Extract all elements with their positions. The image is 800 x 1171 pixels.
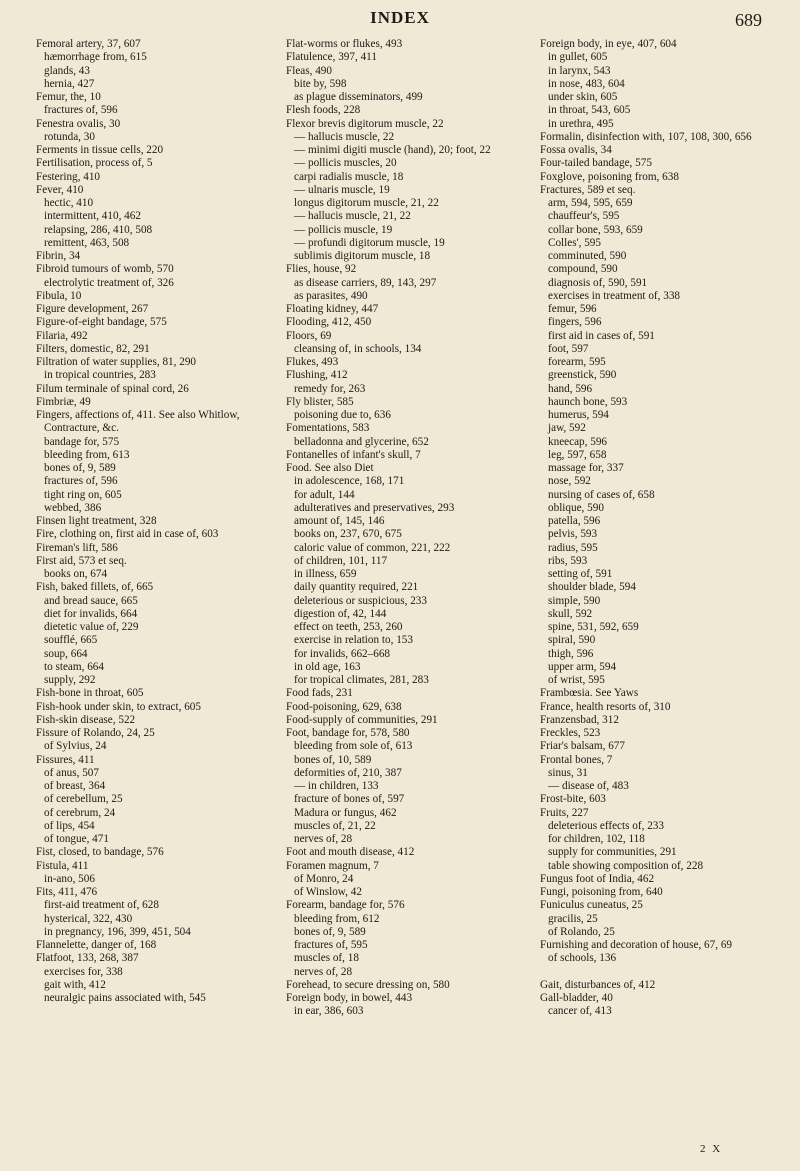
index-subentry: bones of, 9, 589 xyxy=(294,925,366,938)
index-entry: Filaria, 492 xyxy=(36,329,88,342)
index-entry: Fissure of Rolando, 24, 25 xyxy=(36,727,155,739)
index-subentry: of Sylvius, 24 xyxy=(44,740,107,753)
index-subentry: greenstick, 590 xyxy=(548,369,617,382)
index-subentry: amount of, 145, 146 xyxy=(294,515,385,527)
index-entry: Forehead, to secure dressing on, 580 xyxy=(286,978,450,991)
index-subentry: longus digitorum muscle, 21, 22 xyxy=(294,197,439,209)
index-subentry: bones of, 10, 589 xyxy=(294,753,372,766)
index-entry: Flooding, 412, 450 xyxy=(286,316,372,329)
index-subentry: bandage for, 575 xyxy=(44,435,120,448)
index-subentry: in illness, 659 xyxy=(294,568,357,580)
index-subentry: relapsing, 286, 410, 508 xyxy=(44,223,153,236)
index-subentry: rotunda, 30 xyxy=(44,130,95,143)
index-subentry: setting of, 591 xyxy=(548,568,613,580)
index-subentry: bleeding from sole of, 613 xyxy=(294,740,413,753)
index-subentry: gait with, 412 xyxy=(44,978,106,991)
index-entry: Foot, bandage for, 578, 580 xyxy=(286,727,410,739)
index-entry: Filtration of water supplies, 81, 290 xyxy=(36,356,197,368)
page-title: INDEX xyxy=(370,8,430,27)
index-subentry: of breast, 364 xyxy=(44,780,106,792)
index-subentry: compound, 590 xyxy=(548,263,618,276)
index-subentry: fingers, 596 xyxy=(548,316,602,329)
index-entry: Flexor brevis digitorum muscle, 22 xyxy=(286,117,444,130)
index-subentry: hæmorrhage from, 615 xyxy=(44,51,147,64)
index-subentry: muscles of, 21, 22 xyxy=(294,819,376,832)
index-subentry: kneecap, 596 xyxy=(548,435,608,448)
index-subentry: hernia, 427 xyxy=(44,77,95,90)
index-entry: Femur, the, 10 xyxy=(36,91,101,103)
index-entry: Fly blister, 585 xyxy=(286,395,354,408)
index-subentry: of Winslow, 42 xyxy=(294,886,362,898)
index-subentry: of schools, 136 xyxy=(548,952,617,965)
index-entry: Fertilisation, process of, 5 xyxy=(36,157,153,170)
index-subentry: electrolytic treatment of, 326 xyxy=(44,276,174,289)
index-entry: Fractures, 589 et seq. xyxy=(540,183,636,196)
index-subentry: pelvis, 593 xyxy=(548,528,598,541)
index-column-2 xyxy=(286,38,526,1019)
index-entry: Flushing, 412 xyxy=(286,369,348,382)
index-entry: Fish-bone in throat, 605 xyxy=(36,687,144,700)
index-entry: Fimbriæ, 49 xyxy=(36,395,91,408)
index-subentry: of Rolando, 25 xyxy=(548,925,615,938)
index-subentry: cancer of, 413 xyxy=(548,1005,612,1017)
index-entry: Floating kidney, 447 xyxy=(286,303,379,315)
index-subentry: as disease carriers, 89, 143, 297 xyxy=(294,276,437,289)
index-subentry: soufflé, 665 xyxy=(44,634,98,647)
index-entry: Fungus foot of India, 462 xyxy=(540,872,655,885)
index-subentry: femur, 596 xyxy=(548,303,597,315)
index-entry: Fruits, 227 xyxy=(540,806,589,819)
index-subentry: comminuted, 590 xyxy=(548,250,627,262)
index-subentry: of tongue, 471 xyxy=(44,833,109,845)
index-subentry: massage for, 337 xyxy=(548,462,624,474)
index-subentry: — minimi digiti muscle (hand), 20; foot, 22 xyxy=(294,144,491,156)
index-entry: Franzensbad, 312 xyxy=(540,713,619,726)
index-entry: Frontal bones, 7 xyxy=(540,753,613,766)
index-subentry: as plague disseminators, 499 xyxy=(294,91,423,103)
index-entry: Fissures, 411 xyxy=(36,753,95,766)
index-subentry: Madura or fungus, 462 xyxy=(294,806,397,819)
index-entry: Fire, clothing on, first aid in case of, 603 xyxy=(36,528,219,541)
index-entry: Gall-bladder, 40 xyxy=(540,991,613,1004)
index-subentry: for tropical climates, 281, 283 xyxy=(294,674,429,686)
index-entry: Fossa ovalis, 34 xyxy=(540,144,612,156)
index-subentry: fractures of, 595 xyxy=(294,939,368,951)
index-entry: Flesh foods, 228 xyxy=(286,104,361,117)
index-subentry: cleansing of, in schools, 134 xyxy=(294,342,422,355)
index-entry: France, health resorts of, 310 xyxy=(540,700,671,713)
index-entry: Frambœsia. See Yaws xyxy=(540,687,639,700)
index-entry: Fibroid tumours of womb, 570 xyxy=(36,263,174,276)
index-entry: Fleas, 490 xyxy=(286,64,332,77)
index-entry: Filum terminale of spinal cord, 26 xyxy=(36,382,189,395)
index-subentry: — pollicis muscle, 19 xyxy=(294,223,393,236)
index-subentry: of cerebellum, 25 xyxy=(44,793,123,806)
index-subentry: deformities of, 210, 387 xyxy=(294,766,402,779)
index-subentry: to steam, 664 xyxy=(44,660,104,673)
index-subentry: ribs, 593 xyxy=(548,554,588,567)
index-subentry: of anus, 507 xyxy=(44,766,99,779)
index-entry: Fish-hook under skin, to extract, 605 xyxy=(36,700,201,713)
index-subentry: fractures of, 596 xyxy=(44,104,118,117)
index-subentry: dietetic value of, 229 xyxy=(44,621,139,633)
index-entry: Fungi, poisoning from, 640 xyxy=(540,886,663,898)
index-subentry: books on, 237, 670, 675 xyxy=(294,528,402,541)
index-entry: Foot and mouth disease, 412 xyxy=(286,846,415,859)
index-entry: Fibula, 10 xyxy=(36,289,82,302)
signature-mark: 2 X xyxy=(700,1143,723,1155)
index-entry: Fontanelles of infant's skull, 7 xyxy=(286,448,421,461)
index-subentry: — profundi digitorum muscle, 19 xyxy=(294,236,445,249)
index-subentry: in pregnancy, 196, 399, 451, 504 xyxy=(44,925,191,938)
index-entry: Forearm, bandage for, 576 xyxy=(286,899,405,912)
index-subentry: jaw, 592 xyxy=(548,422,586,435)
index-entry: Flatfoot, 133, 268, 387 xyxy=(36,952,139,965)
index-entry: Food-supply of communities, 291 xyxy=(286,713,438,726)
index-subentry: — in children, 133 xyxy=(294,780,379,792)
index-entry: Gait, disturbances of, 412 xyxy=(540,978,656,991)
index-subentry: for children, 102, 118 xyxy=(548,833,645,845)
index-subentry: sublimis digitorum muscle, 18 xyxy=(294,250,431,262)
index-subentry: under skin, 605 xyxy=(548,91,618,103)
index-subentry: first aid in cases of, 591 xyxy=(548,329,655,342)
index-subentry: skull, 592 xyxy=(548,607,593,620)
index-entry: Foreign body, in bowel, 443 xyxy=(286,992,413,1004)
index-entry: Food-poisoning, 629, 638 xyxy=(286,700,402,713)
index-subentry: webbed, 386 xyxy=(44,501,102,514)
index-column-3 xyxy=(540,38,780,1018)
index-subentry: bones of, 9, 589 xyxy=(44,462,116,474)
index-subentry: in-ano, 506 xyxy=(44,872,95,885)
index-subentry: in adolescence, 168, 171 xyxy=(294,475,405,488)
index-subentry: nose, 592 xyxy=(548,475,591,488)
index-subentry: intermittent, 410, 462 xyxy=(44,210,141,223)
index-subentry: remedy for, 263 xyxy=(294,382,366,395)
index-entry: Flies, house, 92 xyxy=(286,263,357,276)
index-subentry: digestion of, 42, 144 xyxy=(294,607,387,620)
index-subentry: humerus, 594 xyxy=(548,409,609,421)
index-column-1 xyxy=(36,38,276,1005)
index-entry: Flat-worms or flukes, 493 xyxy=(286,38,403,50)
index-subentry: poisoning due to, 636 xyxy=(294,409,391,421)
index-entry: Fever, 410 xyxy=(36,183,84,196)
index-entry: Fomentations, 583 xyxy=(286,422,370,435)
index-entry: Filters, domestic, 82, 291 xyxy=(36,342,150,355)
index-subentry: leg, 597, 658 xyxy=(548,448,607,461)
index-subentry: — pollicis muscles, 20 xyxy=(294,157,397,170)
index-subentry: fractures of, 596 xyxy=(44,475,118,488)
index-subentry: in gullet, 605 xyxy=(548,51,608,64)
index-subentry: diet for invalids, 664 xyxy=(44,607,138,620)
index-subentry: — hallucis muscle, 21, 22 xyxy=(294,210,411,223)
index-entry: First aid, 573 et seq. xyxy=(36,554,127,567)
index-subentry: of children, 101, 117 xyxy=(294,554,388,567)
index-entry: Figure development, 267 xyxy=(36,303,149,315)
index-entry: Four-tailed bandage, 575 xyxy=(540,157,652,170)
index-subentry: nerves of, 28 xyxy=(294,833,353,845)
index-subentry: chauffeur's, 595 xyxy=(548,210,620,223)
index-subentry: bite by, 598 xyxy=(294,77,347,90)
index-subentry: glands, 43 xyxy=(44,64,90,77)
index-subentry: nursing of cases of, 658 xyxy=(548,488,655,501)
index-subentry: thigh, 596 xyxy=(548,647,594,660)
index-entry: Foreign body, in eye, 407, 604 xyxy=(540,38,677,50)
index-subentry: haunch bone, 593 xyxy=(548,395,628,408)
index-entry: Flatulence, 397, 411 xyxy=(286,51,377,64)
index-subentry: supply, 292 xyxy=(44,674,96,686)
index-entry: Flukes, 493 xyxy=(286,356,339,368)
index-entry: Fish-skin disease, 522 xyxy=(36,713,136,726)
index-subentry: spiral, 590 xyxy=(548,634,596,647)
index-subentry: collar bone, 593, 659 xyxy=(548,223,643,236)
index-subentry: and bread sauce, 665 xyxy=(44,594,138,607)
index-entry: Furnishing and decoration of house, 67, 69 xyxy=(540,939,733,951)
index-subentry: muscles of, 18 xyxy=(294,952,359,965)
index-subentry: caloric value of common, 221, 222 xyxy=(294,541,451,554)
page-header xyxy=(0,0,800,36)
index-subentry: in larynx, 543 xyxy=(548,64,611,77)
index-subentry: hectic, 410 xyxy=(44,197,94,209)
index-subentry: for invalids, 662–668 xyxy=(294,647,391,660)
index-subentry: in ear, 386, 603 xyxy=(294,1005,364,1018)
index-subentry: in tropical countries, 283 xyxy=(44,369,156,382)
index-entry: Food fads, 231 xyxy=(286,687,353,700)
index-entry: Ferments in tissue cells, 220 xyxy=(36,144,164,156)
index-subentry: of wrist, 595 xyxy=(548,674,605,686)
index-entry: Funiculus cuneatus, 25 xyxy=(540,899,643,912)
index-subentry: gracilis, 25 xyxy=(548,912,598,925)
index-subentry: exercise in relation to, 153 xyxy=(294,634,413,647)
index-subentry: upper arm, 594 xyxy=(548,660,617,673)
index-subentry: adulteratives and preservatives, 293 xyxy=(294,501,455,514)
index-entry: Fibrin, 34 xyxy=(36,250,81,262)
index-subentry: foot, 597 xyxy=(548,342,589,355)
index-entry: Foxglove, poisoning from, 638 xyxy=(540,170,679,183)
index-subentry: hand, 596 xyxy=(548,382,593,395)
index-entry: Friar's balsam, 677 xyxy=(540,740,625,753)
index-subentry: fracture of bones of, 597 xyxy=(294,793,405,806)
index-entry: Food. See also Diet xyxy=(286,462,374,474)
index-subentry: shoulder blade, 594 xyxy=(548,581,636,594)
index-subentry: arm, 594, 595, 659 xyxy=(548,197,633,209)
index-entry: Finsen light treatment, 328 xyxy=(36,515,157,527)
index-subentry: diagnosis of, 590, 591 xyxy=(548,276,648,289)
index-subentry: bleeding from, 612 xyxy=(294,912,380,925)
index-subentry: of Monro, 24 xyxy=(294,872,354,885)
index-subentry: oblique, 590 xyxy=(548,501,604,514)
index-entry: Figure-of-eight bandage, 575 xyxy=(36,316,167,329)
index-subentry: simple, 590 xyxy=(548,594,601,607)
index-subentry: in urethra, 495 xyxy=(548,117,614,130)
index-subentry: sinus, 31 xyxy=(548,766,588,779)
index-subentry: remittent, 463, 508 xyxy=(44,236,130,249)
index-subentry: carpi radialis muscle, 18 xyxy=(294,170,404,183)
index-subentry: deleterious effects of, 233 xyxy=(548,819,664,832)
index-entry: Fits, 411, 476 xyxy=(36,886,98,898)
index-subentry: table showing composition of, 228 xyxy=(548,859,704,872)
index-subentry: effect on teeth, 253, 260 xyxy=(294,621,403,633)
index-subentry: — disease of, 483 xyxy=(548,780,629,792)
index-subentry: radius, 595 xyxy=(548,541,598,554)
index-subentry: for adult, 144 xyxy=(294,488,355,501)
index-entry: Fingers, affections of, 411. See also Whitlow, Contracture, &c. xyxy=(36,409,240,435)
index-entry: Fistula, 411 xyxy=(36,859,89,872)
index-subentry: belladonna and glycerine, 652 xyxy=(294,435,429,448)
index-subentry: exercises for, 338 xyxy=(44,965,123,978)
index-entry: Fireman's lift, 586 xyxy=(36,541,118,554)
index-subentry: first-aid treatment of, 628 xyxy=(44,899,159,912)
index-subentry: spine, 531, 592, 659 xyxy=(548,621,639,633)
index-subentry: exercises in treatment of, 338 xyxy=(548,289,681,302)
index-entry: Fish, baked fillets, of, 665 xyxy=(36,581,154,594)
index-subentry: books on, 674 xyxy=(44,568,108,580)
index-entry: Frost-bite, 603 xyxy=(540,793,606,806)
index-subentry: daily quantity required, 221 xyxy=(294,581,419,594)
index-subentry: in old age, 163 xyxy=(294,660,361,673)
index-subentry: soup, 664 xyxy=(44,647,88,660)
index-subentry: tight ring on, 605 xyxy=(44,488,122,501)
index-subentry: — ulnaris muscle, 19 xyxy=(294,183,390,196)
index-subentry: forearm, 595 xyxy=(548,356,606,368)
index-entry: Flannelette, danger of, 168 xyxy=(36,939,157,951)
index-subentry: deleterious or suspicious, 233 xyxy=(294,594,427,607)
index-subentry: nerves of, 28 xyxy=(294,965,353,978)
index-subentry: bleeding from, 613 xyxy=(44,448,130,461)
index-entry: Fist, closed, to bandage, 576 xyxy=(36,846,164,859)
index-entry: Festering, 410 xyxy=(36,170,101,183)
index-subentry: in throat, 543, 605 xyxy=(548,104,631,117)
index-subentry: patella, 596 xyxy=(548,515,601,527)
index-subentry: Colles', 595 xyxy=(548,236,601,249)
page-number: 689 xyxy=(735,10,762,30)
index-subentry: of cerebrum, 24 xyxy=(44,806,116,819)
index-subentry: — hallucis muscle, 22 xyxy=(294,130,395,143)
index-subentry: in nose, 483, 604 xyxy=(548,77,625,90)
index-entry: Freckles, 523 xyxy=(540,727,601,739)
index-subentry: hysterical, 322, 430 xyxy=(44,912,133,925)
index-entry: Foramen magnum, 7 xyxy=(286,859,379,872)
index-subentry: supply for communities, 291 xyxy=(548,846,677,859)
index-subentry: as parasites, 490 xyxy=(294,289,368,302)
index-entry: Femoral artery, 37, 607 xyxy=(36,38,141,50)
index-subentry: neuralgic pains associated with, 545 xyxy=(44,992,206,1004)
index-entry: Fenestra ovalis, 30 xyxy=(36,117,121,130)
index-entry: Formalin, disinfection with, 107, 108, 300, 656 xyxy=(540,130,752,143)
index-subentry: of lips, 454 xyxy=(44,819,95,832)
index-entry: Floors, 69 xyxy=(286,329,332,342)
